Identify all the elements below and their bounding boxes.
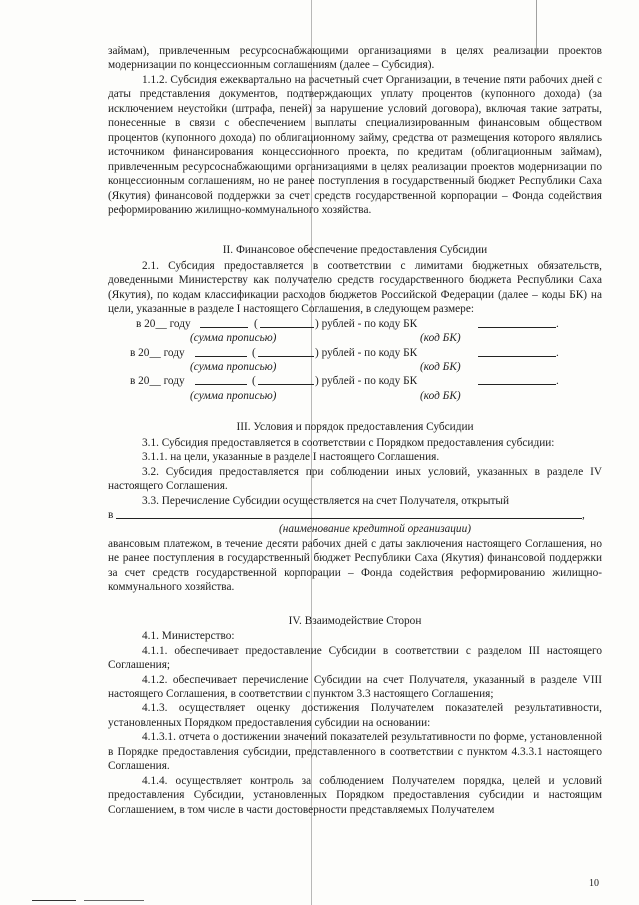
kbk-caption: (код БК) (420, 389, 461, 402)
paragraph-4-1-3: 4.1.3. осуществляет оценку достижения Получателем показателей результативности, установленных Порядком предоставления субсидии на основании: (108, 702, 602, 729)
payment-row: в 20__ году ( ) рублей - по коду БК . (108, 317, 602, 331)
open-paren: ( (254, 317, 258, 330)
paragraph-4-1: 4.1. Министерство: (142, 630, 235, 643)
footer-rule (84, 900, 144, 901)
sum-caption: (сумма прописью) (190, 389, 277, 402)
rub-label: ) рублей - по коду БК (315, 317, 418, 330)
payment-schedule (108, 317, 602, 404)
paragraph-3-3: 3.3. Перечисление Субсидии осуществляется на счет Получателя, открытый (142, 494, 510, 507)
paragraph-3-3-continued: авансовым платежом, в течение десяти рабочих дней с даты заключения настоящего Соглашения, но не ранее поступления в государственный бюджет Республики Саха (Якутия) финансовой поддержки за счет средств государственной корпорации – Фонда содействия реформированию жилищно-коммунального хозяйства. (108, 537, 602, 594)
kbk-blank (478, 346, 556, 361)
sum-caption: (сумма прописью) (190, 361, 277, 374)
rub-label: ) рублей - по коду БК (315, 375, 418, 388)
bank-prefix: в (108, 509, 114, 522)
payment-year: в 20__ году (130, 346, 185, 359)
sum-blank (195, 374, 247, 389)
section-3-title: III. Условия и порядок предоставления Субсидии (236, 421, 474, 434)
rub-label: ) рублей - по коду БК (315, 346, 418, 359)
kbk-blank (478, 317, 556, 332)
payment-row: в 20__ году ( ) рублей - по коду БК . (108, 346, 602, 360)
payment-year: в 20__ году (136, 317, 191, 330)
bank-caption: (наименование кредитной организации) (279, 523, 471, 536)
open-paren: ( (252, 346, 256, 359)
paragraph-intro: займам), привлеченным ресурсоснабжающими организациями в целях реализации проектов модернизации по концессионным соглашениям (далее – Субсидия). (108, 45, 602, 72)
page-number: 10 (589, 878, 599, 889)
sum-blank (195, 346, 247, 361)
kbk-caption: (код БК) (420, 361, 461, 374)
section-4-title: IV. Взаимодействие Сторон (288, 614, 422, 627)
open-paren: ( (252, 375, 256, 388)
payment-year: в 20__ году (130, 375, 185, 388)
sum-words-blank (258, 374, 314, 389)
paragraph-4-1-2: 4.1.2. обеспечивает перечисление Субсидии на счет Получателя, указанный в разделе VIII настоящего Соглашения, в соответствии с пунктом 3.3 настоящего Соглашения; (108, 673, 602, 701)
bank-name-field: в , (108, 509, 585, 522)
payment-captions (108, 331, 602, 345)
payment-captions (108, 389, 602, 403)
paragraph-3-2: 3.2. Субсидия предоставляется при соблюдении иных условий, указанных в разделе IV настоящего Соглашения. (108, 465, 602, 493)
paragraph-4-1-3-1: 4.1.3.1. отчета о достижении значений показателей результативности по форме, установленной в Порядке предоставления субсидии, представленного в соответствии с пунктом 4.3.3.1 настоящего Соглашения. (108, 731, 602, 773)
payment-row: в 20__ году ( ) рублей - по коду БК . (108, 374, 602, 388)
payment-captions (108, 360, 602, 374)
paragraph-3-1: 3.1. Субсидия предоставляется в соответствии с Порядком предоставления субсидии: (142, 436, 555, 449)
document-page (108, 44, 602, 817)
sum-words-blank (260, 317, 314, 332)
paragraph-2-1: 2.1. Субсидия предоставляется в соответствии с лимитами бюджетных обязательств, доведенными Министерству как получателю средств государственного бюджета Республики Саха (Якутия), по кодам классификации расходов бюджетов Российской Федерации (далее – коды БК) на цели, указанные в разделе I настоящего Соглашения, в следующем размере: (108, 259, 602, 316)
sum-caption: (сумма прописью) (190, 332, 277, 345)
sum-words-blank (258, 346, 314, 361)
paragraph-3-1-1: 3.1.1. на цели, указанные в разделе I настоящего Соглашения. (142, 451, 440, 464)
paragraph-4-1-1: 4.1.1. обеспечивает предоставление Субсидии в соответствии с разделом III настоящего Соглашения; (108, 644, 602, 672)
paragraph-4-1-4: 4.1.4. осуществляет контроль за соблюдением Получателем порядка, целей и условий предоставления Субсидии, установленных Порядком предоставления субсидии и настоящим Соглашением, в том числе в части достоверности представляемых Получателем (108, 774, 602, 816)
sum-blank (200, 317, 248, 332)
kbk-blank (478, 374, 556, 389)
paragraph-1-1-2: 1.1.2. Субсидия ежеквартально на расчетный счет Организации, в течение пяти рабочих дней с даты представления документов, подтверждающих уплату процентов (купонного дохода) (за исключением неустойки (штрафа, пеней) за нарушение условий договора), включая такие затраты, понесенные в связи с обеспечением выплаты специализированным финансовым обществом процентов (купонного дохода) по облигационному займу, средства от размещения которого являлись источником финансирования концессионного проекта, по кредитам (облигационным займам), привлеченным ресурсоснабжающими организациями в целях реализации проектов модернизации по концессионным соглашениям, но не ранее поступления в государственный бюджет Республики Саха (Якутия) финансовой поддержки за счет средств государственной корпорации – Фонда содействия реформированию жилищно-коммунального хозяйства. (108, 73, 602, 216)
bank-name-blank (116, 518, 582, 519)
kbk-caption: (код БК) (420, 332, 461, 345)
footer-rule (32, 900, 76, 901)
section-2-title: II. Финансовое обеспечение предоставления Субсидии (222, 244, 488, 257)
